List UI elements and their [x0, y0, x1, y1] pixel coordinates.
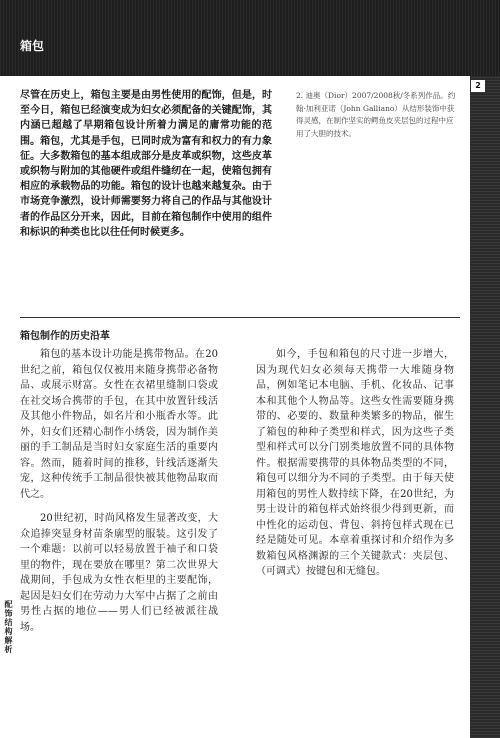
intro-paragraph: 尽管在历史上，箱包主要是由男性使用的配饰，但是，时至今日，箱包已经演变成为妇女必须配备的关键配饰，其内涵已超越了早期箱包设计所着力满足的庸常功能的范围。箱包，尤其是手包，已同时成为富有和权力的有力象征。大多数箱包的基本组成部分是皮革或织物，这些皮革或织物与附加的其他硬件或组件缝纫在一起，使箱包拥有相应的承载物品的功能。箱包的设计也越来越复杂。由于市场竞争激烈，设计师需要努力将自己的作品与其他设计者的作品区分开来，因此，目前在箱包制作中使用的组件和标识的种类也比以往任何时候更多。 — [20, 90, 272, 238]
body-paragraph: 箱包的基本设计功能是携带物品。在20世纪之前，箱包仅仅被用来随身携带必备物品、或展示财富。女性在衣裙里缝制口袋或在社交场合携带的手包，在其中放置针线活及其他小件物品，如名片和小瓶香水等。此外，妇女们还精心制作小绣袋，因为制作美丽的手工制品是当时妇女家庭生活的重要内容。然而，随着时间的推移，针线活逐渐失宠，这种传统手工制品很快被其他物品取而代之。 — [20, 349, 218, 500]
body-column-left — [20, 347, 218, 644]
page-header-title: 箱包 — [20, 39, 45, 53]
figure-number-tab: 2 — [471, 80, 485, 92]
figure-caption: 2. 迪奥（Dior）2007/2008秋/冬系列作品。约翰·加利亚诺（John Galliano）从结形装饰中获得灵感，在制作坚实的鳄鱼皮夹层包的过程中应用了大胆的技术。 — [296, 91, 456, 138]
section-divider — [20, 317, 460, 318]
body-paragraph: 20世纪初，时尚风格发生显著改变，大众追捧突显身材苗条廓型的服装。这引发了一个难题：以前可以轻易放置于袖子和口袋里的物件，现在要放在哪里？第二次世界大战期间，手包成为女性衣柜里的主要配饰，起因是妇女们在劳动力大军中占据了之前由男性占据的地位——男人们已经被派往战场。 — [20, 513, 218, 633]
header-band — [0, 0, 500, 76]
body-paragraph: 如今，手包和箱包的尺寸进一步增大，因为现代妇女必须每天携带一大堆随身物品，例如笔记本电脑、手机、化妆品、记事本和其他个人物品等。这些女性需要随身携带的、必要的、数量种类繁多的物品，催生了箱包的种种子类型和样式，因为这些子类型和样式可以分门别类地放置不同的具体物件。根据需要携带的具体物品类型的不同，箱包可以细分为不同的子类型。由于每天使用箱包的男性人数持续下降，在20世纪，为男士设计的箱包样式始终很少得到更新，而中性化的运动包、背包、斜挎包样式现在已经是随处可见。本章着重探讨和介绍作为多数箱包风格渊源的三个关键款式：夹层包、（可调式）按键包和无缝包。 — [256, 349, 454, 577]
running-footer: 配饰结构解析 — [4, 600, 13, 654]
side-image-strip — [470, 76, 500, 738]
body-column-right — [256, 347, 454, 589]
section-title: 箱包制作的历史沿革 — [20, 331, 110, 342]
